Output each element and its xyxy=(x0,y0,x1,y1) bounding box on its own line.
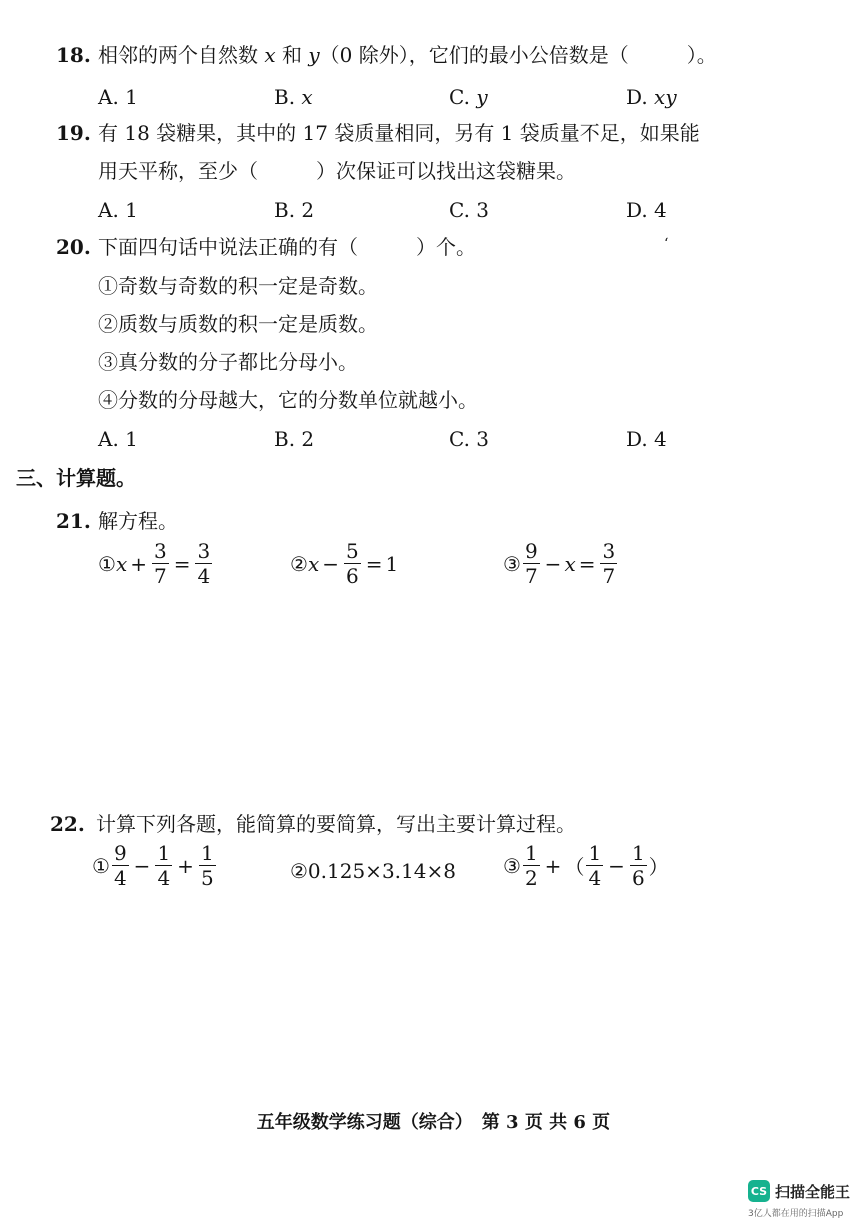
equation-3 xyxy=(503,540,619,587)
operator: − xyxy=(322,551,339,576)
operator: − xyxy=(133,853,151,878)
q18-var-y: y xyxy=(308,43,320,67)
numerator: 3 xyxy=(602,539,616,563)
fraction xyxy=(195,540,212,587)
variable-x: x xyxy=(564,551,576,576)
numerator: 1 xyxy=(588,841,602,865)
expression-3 xyxy=(503,842,669,889)
q20-option-c: C. 3 xyxy=(449,427,490,451)
equation-mark: ② xyxy=(290,551,308,576)
statement-4: ④分数的分母越大，它的分数单位就越小。 xyxy=(98,388,478,412)
q20-option-a: A. 1 xyxy=(98,427,138,451)
q19-option-a: A. 1 xyxy=(98,198,138,222)
q18-option-d-var: xy xyxy=(654,85,677,109)
q18-option-b-var: x xyxy=(301,85,313,109)
denominator: 7 xyxy=(153,564,167,588)
q19-text-a: 用天平称，至少（ xyxy=(98,159,258,183)
numerator: 5 xyxy=(345,539,359,563)
scanner-app-name: 扫描全能王 xyxy=(775,1182,851,1201)
left-paren: （ xyxy=(564,855,585,879)
q20-text-b: ）个。 xyxy=(416,235,476,259)
question-number-22: 22. xyxy=(50,812,85,836)
operator: + xyxy=(177,853,194,878)
equation-mark: ③ xyxy=(503,551,521,576)
page-footer: 五年级数学练习题（综合） 第 3 页 共 6 页 xyxy=(256,1112,611,1133)
denominator: 4 xyxy=(157,866,171,890)
fraction xyxy=(586,842,603,889)
statement-2: ②质数与质数的积一定是质数。 xyxy=(98,312,378,336)
q18-var-x: x xyxy=(264,43,276,67)
fraction xyxy=(600,540,617,587)
fraction xyxy=(630,842,647,889)
q18-option-d-label: D. xyxy=(626,85,655,109)
expression-1 xyxy=(92,842,218,889)
equation-mark: ① xyxy=(98,551,116,576)
q18-option-b xyxy=(274,84,313,110)
fraction xyxy=(523,842,540,889)
right-paren: ） xyxy=(648,855,669,879)
denominator: 4 xyxy=(197,564,211,588)
numerator: 9 xyxy=(113,841,127,865)
numerator: 3 xyxy=(153,539,167,563)
scanner-tagline: 3亿人都在用的扫描App xyxy=(748,1209,844,1219)
fraction xyxy=(344,540,361,587)
operator: + xyxy=(544,853,562,878)
denominator: 6 xyxy=(631,866,645,890)
question-number-21: 21. xyxy=(56,509,91,533)
operator: + xyxy=(130,551,147,576)
question-19-line-2 xyxy=(98,158,576,184)
denominator: 4 xyxy=(588,866,602,890)
q18-option-c xyxy=(449,84,488,110)
q19-option-c: C. 3 xyxy=(449,198,490,222)
numerator: 1 xyxy=(631,841,645,865)
question-number-19: 19. xyxy=(56,121,91,145)
q18-text-c: （0 除外），它们的最小公倍数是（ xyxy=(319,43,629,67)
statement-1: ①奇数与奇数的积一定是奇数。 xyxy=(98,274,378,298)
q19-text-b: ）次保证可以找出这袋糖果。 xyxy=(316,159,576,183)
fraction xyxy=(155,842,172,889)
question-19-line-1: 有 18 袋糖果，其中的 17 袋质量相同，另有 1 袋质量不足，如果能 xyxy=(98,121,700,145)
section-title: 三、计算题。 xyxy=(16,466,136,490)
q18-option-a: A. 1 xyxy=(98,85,138,109)
expression-mark: ① xyxy=(92,853,110,878)
q18-text-b: 和 xyxy=(275,43,309,67)
denominator: 4 xyxy=(113,866,127,890)
expression-mark: ③ xyxy=(503,853,521,878)
denominator: 7 xyxy=(602,564,616,588)
equation-1 xyxy=(98,540,214,587)
question-20-text xyxy=(98,234,476,260)
fraction xyxy=(199,842,216,889)
q18-option-d xyxy=(626,84,677,110)
q19-option-b: B. 2 xyxy=(274,198,315,222)
statement-3: ③真分数的分子都比分母小。 xyxy=(98,350,358,374)
question-21-text: 解方程。 xyxy=(98,509,178,533)
q18-text-d: ）。 xyxy=(686,43,717,67)
q18-option-c-label: C. xyxy=(449,85,477,109)
expression-2: ②0.125×3.14×8 xyxy=(290,859,456,883)
question-number-20: 20. xyxy=(56,235,91,259)
numerator: 1 xyxy=(524,841,538,865)
q20-option-d: D. 4 xyxy=(626,427,667,451)
equals-sign: = xyxy=(365,551,383,576)
q20-option-b: B. 2 xyxy=(274,427,315,451)
question-18-text xyxy=(98,42,717,68)
equals-sign: = xyxy=(578,551,596,576)
numerator: 9 xyxy=(524,539,538,563)
stray-mark: ʻ xyxy=(664,236,669,252)
denominator: 7 xyxy=(524,564,538,588)
operator: − xyxy=(544,551,562,576)
right-hand-side: 1 xyxy=(385,551,399,576)
numerator: 3 xyxy=(197,539,211,563)
denominator: 2 xyxy=(524,866,538,890)
question-number-18: 18. xyxy=(56,43,91,67)
q18-option-c-var: y xyxy=(476,85,488,109)
scanner-watermark xyxy=(748,1180,850,1202)
variable-x: x xyxy=(307,551,320,576)
fraction xyxy=(152,540,169,587)
variable-x: x xyxy=(115,551,128,576)
q18-option-b-label: B. xyxy=(274,85,302,109)
scanner-logo-icon: CS xyxy=(748,1180,770,1202)
denominator: 6 xyxy=(345,564,359,588)
denominator: 5 xyxy=(200,866,214,890)
fraction xyxy=(112,842,129,889)
q19-option-d: D. 4 xyxy=(626,198,667,222)
q20-text-a: 下面四句话中说法正确的有（ xyxy=(98,235,358,259)
operator: − xyxy=(608,853,625,878)
numerator: 1 xyxy=(157,841,171,865)
question-22-text: 计算下列各题，能简算的要简算，写出主要计算过程。 xyxy=(96,812,576,836)
equals-sign: = xyxy=(173,551,191,576)
q18-text-a: 相邻的两个自然数 xyxy=(98,43,265,67)
numerator: 1 xyxy=(200,841,214,865)
fraction xyxy=(523,540,540,587)
equation-2 xyxy=(290,540,398,587)
